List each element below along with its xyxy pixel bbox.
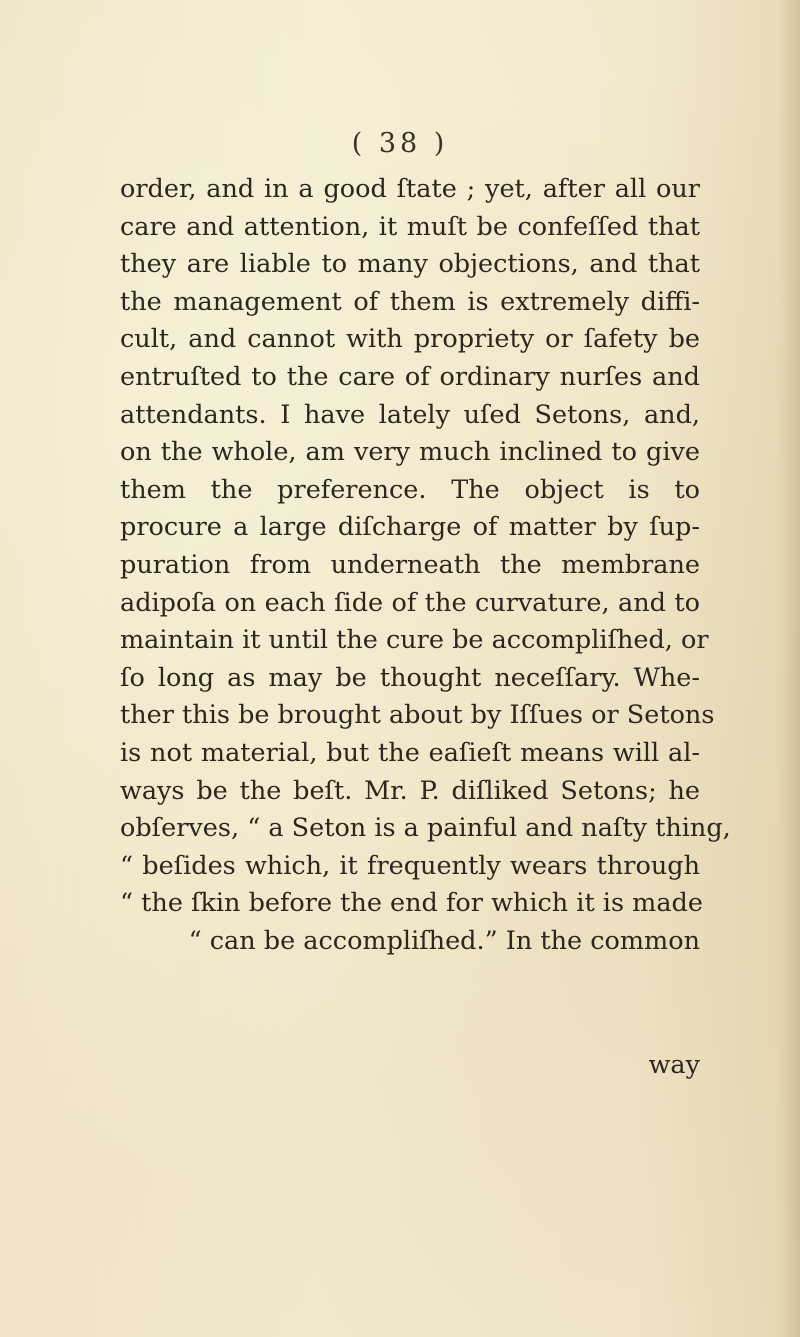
text-line: order, and in a good ſtate ; yet, after all our: [120, 174, 700, 204]
body-text: [120, 171, 731, 960]
text-line: ways be the beſt. Mr. P. diſliked Setons; he: [120, 775, 700, 806]
text-line: the management of them is extremely diffi-: [120, 286, 700, 317]
text-line: adipoſa on each ſide of the curvature, and to: [120, 587, 700, 618]
page-edge-shadow: [778, 0, 800, 1337]
page-number: ( 38 ): [351, 128, 449, 159]
text-line: on the whole, am very much inclined to give: [120, 437, 700, 468]
catchword: way: [648, 1050, 700, 1080]
text-line: “ beſides which, it frequently wears through: [120, 850, 700, 881]
text-line: attendants. I have lately uſed Setons, and,: [120, 399, 700, 430]
text-line: ſo long as may be thought neceſſary. Whe-: [120, 662, 700, 693]
text-line: maintain it until the cure be accompliſhed, or: [120, 625, 709, 656]
text-line: “ the ſkin before the end for which it is made: [120, 888, 703, 919]
text-line: entruſted to the care of ordinary nurſes and: [120, 361, 700, 392]
text-line: care and attention, it muſt be confeſſed that: [120, 211, 700, 242]
text-line: they are liable to many objections, and that: [120, 249, 700, 280]
text-line: “ can be accompliſhed.” In the common: [188, 925, 700, 956]
text-line: procure a large diſcharge of matter by ſup-: [120, 512, 700, 543]
text-line: them the preference. The object is to: [120, 474, 700, 505]
text-line: is not material, but the eaſieſt means will al-: [120, 737, 700, 768]
text-line: ther this be brought about by Iſſues or Setons: [120, 700, 715, 731]
text-line: puration from underneath the membrane: [120, 549, 700, 580]
text-line: cult, and cannot with propriety or ſafety be: [120, 324, 700, 355]
text-line: obſerves, “ a Seton is a painful and naſty thing,: [120, 813, 731, 844]
